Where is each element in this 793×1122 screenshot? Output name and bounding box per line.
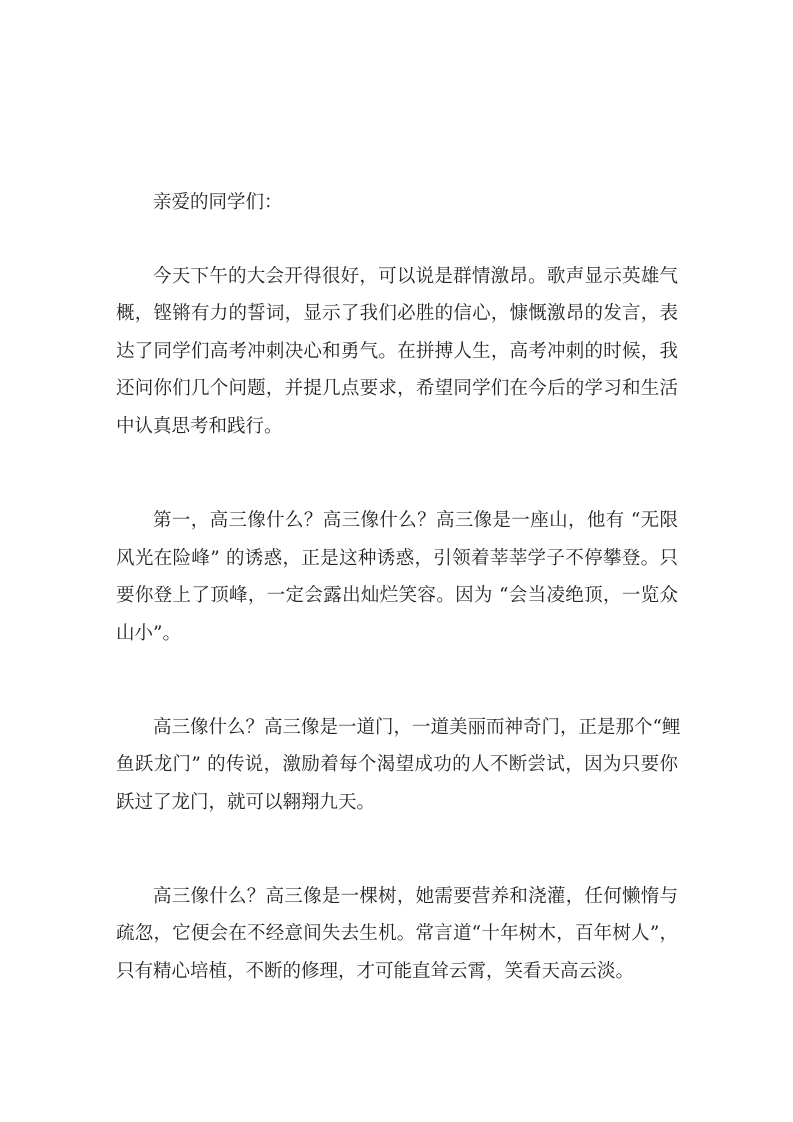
paragraph-line: 中认真思考和践行。 [116,416,283,437]
paragraph-line: 还问你们几个问题，并提几点要求，希望同学们在今后的学习和生活 [116,378,678,399]
paragraph-line: 概，铿锵有力的誓词，显示了我们必胜的信心，慷慨激昂的发言，表 [116,303,678,324]
paragraph-line: 达了同学们高考冲刺决心和勇气。在拼搏人生，高考冲刺的时候，我 [116,341,678,362]
paragraph-line: 跃过了龙门，就可以翱翔九天。 [116,792,376,813]
paragraph-line: 第一，高三像什么？高三像什么？高三像是一座山，他有 “无限 [153,510,678,531]
paragraph-line: 风光在险峰” 的诱惑，正是这种诱惑，引领着莘莘学子不停攀登。只 [116,548,678,569]
paragraph-line: 要你登上了顶峰，一定会露出灿烂笑容。因为 “会当凌绝顶，一览众 [116,585,678,606]
paragraph-line: 鱼跃龙门” 的传说，激励着每个渴望成功的人不断尝试，因为只要你 [116,754,678,775]
paragraph-line: 今天下午的大会开得很好，可以说是群情激昂。歌声显示英雄气 [153,266,678,287]
paragraph-line: 山小”。 [116,623,181,644]
salutation: 亲爱的同学们： [153,192,283,213]
paragraph-line: 疏忽，它便会在不经意间失去生机。常言道“十年树木，百年树人”， [116,923,678,944]
paragraph-line: 高三像什么？高三像是一棵树，她需要营养和浇灌，任何懒惰与 [153,886,678,907]
paragraph-line: 高三像什么？高三像是一道门，一道美丽而神奇门，正是那个“鲤 [153,717,681,738]
paragraph-line: 只有精心培植，不断的修理，才可能直耸云霄，笑看天高云淡。 [116,961,635,982]
